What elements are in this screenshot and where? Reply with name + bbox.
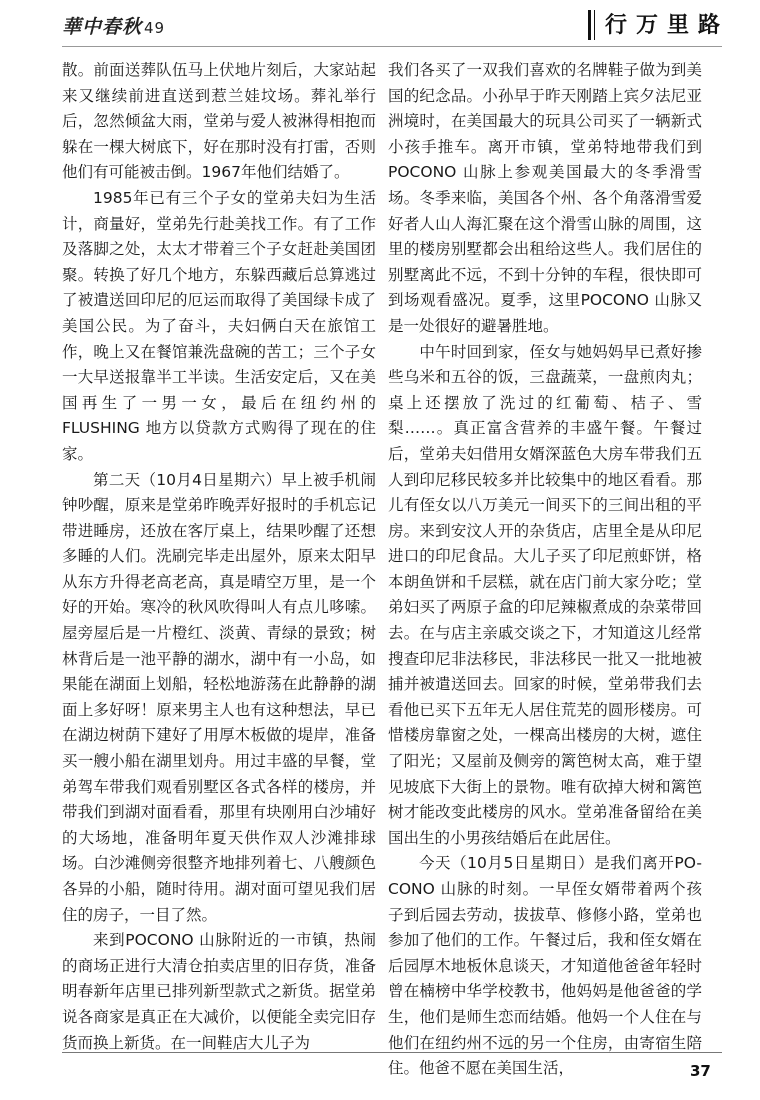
page-number: 37	[690, 1062, 711, 1080]
header-divider	[62, 46, 722, 47]
paragraph-1: 散。前面送葬队伍马上伏地片刻后，大家站起来又继续前进直送到惹兰娃坟场。葬礼举行后，忽然倾盆大雨，堂弟与爱人被淋得相抱而躲在一棵大树底下，好在那时没有打雷，否则他们有可能被击倒。1967年他们结婚了。	[62, 61, 376, 182]
paragraph-3: 第二天（10月4日星期六）早上被手机闹钟吵醒，原来是堂弟昨晚弄好报时的手机忘记带进睡房，还放在客厅桌上，结果吵醒了还想多睡的人们。洗刷完毕走出屋外，原来太阳早从东方升得老高老高，真是晴空万里，是一个好的开始。寒冷的秋风吹得叫人有点儿哆嗦。屋旁屋后是一片橙红、淡黄、青绿的景致；树林背后是一池平静的湖水，湖中有一小岛，如果能在湖面上划船，轻松地游荡在此静静的湖面上多好呀！原来男主人也有这种想法，早已在湖边树荫下建好了用厚木板做的堤岸，准备买一艘小船在湖里划舟。用过丰盛的早餐，堂弟驾车带我们观看别墅区各式各样的楼房，并带我们到湖对面看看，那里有块刚用白沙埔好的大场地，准备明年夏天供作双人沙滩排球场。白沙滩侧旁很整齐地排列着七、八艘颜色各异的小船，随时待用。湖对面可望见我们居住的房子，一目了然。	[62, 470, 376, 924]
issue-number: 49	[144, 19, 166, 37]
magazine-masthead	[62, 12, 165, 39]
paragraph-5: 我们各买了一双我们喜欢的名牌鞋子做为到美国的纪念品。小孙早于昨天刚踏上宾夕法尼亚洲境时，在美国最大的玩具公司买了一辆新式小孩手推车。离开市镇，堂弟特地带我们到POCONO 山脉上参观美国最大的冬季滑雪场。冬季来临，美国各个州、各个角落滑雪爱好者人山人海汇聚在这个滑雪山脉的周围，这里的楼房别墅都会出租给这些人。我们居住的别墅离此不远，不到十分钟的车程，很快即可到场观看盛况。夏季，这里POCONO 山脉又是一处很好的避暑胜地。	[388, 61, 702, 335]
paragraph-2: 1985年已有三个子女的堂弟夫妇为生活计，商量好，堂弟先行赴美找工作。有了工作及落脚之处，太太才带着三个子女赶赴美国团聚。转换了好几个地方，东躲西藏后总算逃过了被遣送回印尼的厄运而取得了美国绿卡成了美国公民。为了奋斗，夫妇俩白天在旅馆工作，晚上又在餐馆兼洗盘碗的苦工；三个子女一大早送报靠半工半读。生活安定后，又在美国再生了一男一女，最后在纽约州的FLUSHING 地方以贷款方式购得了现在的住家。	[62, 188, 376, 463]
column-title-bar-thin	[594, 10, 595, 40]
paragraph-4: 来到POCONO 山脉附近的一市镇，热闹的商场正进行大清仓拍卖店里的旧存货，准备明春新年店里已排列新型款式之新货。据堂弟说各商家是真正在大减价，以便能全卖完旧存货而换上新货。在一间鞋店大儿子为	[62, 931, 376, 1052]
paragraph-6: 中午时回到家，侄女与她妈妈早已煮好掺些乌米和五谷的饭，三盘蔬菜，一盘煎肉丸；桌上还摆放了洗过的红葡萄、桔子、雪梨……。真正富含营养的丰盛午餐。午餐过后，堂弟夫妇借用女婿深蓝色大房车带我们五人到印尼移民较多并比较集中的地区看看。那儿有侄女以八万美元一间买下的三间出租的平房。来到安汶人开的杂货店，店里全是从印尼进口的印尼食品。大儿子买了印尼煎虾饼，格本朗鱼饼和千层糕，就在店门前大家分吃；堂弟妇买了两原子盒的印尼辣椒煮成的杂菜带回去。在与店主亲戚交谈之下，才知道这儿经常搜查印尼非法移民，非法移民一批又一批地被捕并被遣送回去。回家的时候，堂弟带我们去看他已买下五年无人居住荒芜的圆形楼房。可惜楼房靠窗之处，一棵高出楼房的大树，遮住了阳光；又屋前及侧旁的篱笆树太高，难于望见坡底下大街上的景物。唯有砍掉大树和篱笆树才能改变此楼房的风水。堂弟准备留给在美国出生的小男孩结婚后在此居住。	[388, 342, 702, 847]
magazine-name: 華中春秋	[62, 16, 143, 38]
column-title-bar	[588, 10, 591, 40]
left-column	[62, 58, 376, 1052]
column-title: 行万里路	[605, 13, 730, 38]
paragraph-7: 今天（10月5日星期日）是我们离开PO-CONO 山脉的时刻。一早侄女婿带着两个孩子到后园去劳动，拔拔草、修修小路，堂弟也参加了他们的工作。午餐过后，我和侄女婿在后园厚木地板休息谈天，才知道他爸爸年轻时曾在楠榜中华学校教书，他妈妈是他爸爸的学生，他们是师生恋而结婚。他妈一个人住在与他们在纽约州不远的另一个住房，由寄宿生陪住。他爸不愿在美国生活，	[388, 854, 702, 1078]
page-header	[0, 0, 760, 50]
footer-divider	[62, 1052, 722, 1053]
